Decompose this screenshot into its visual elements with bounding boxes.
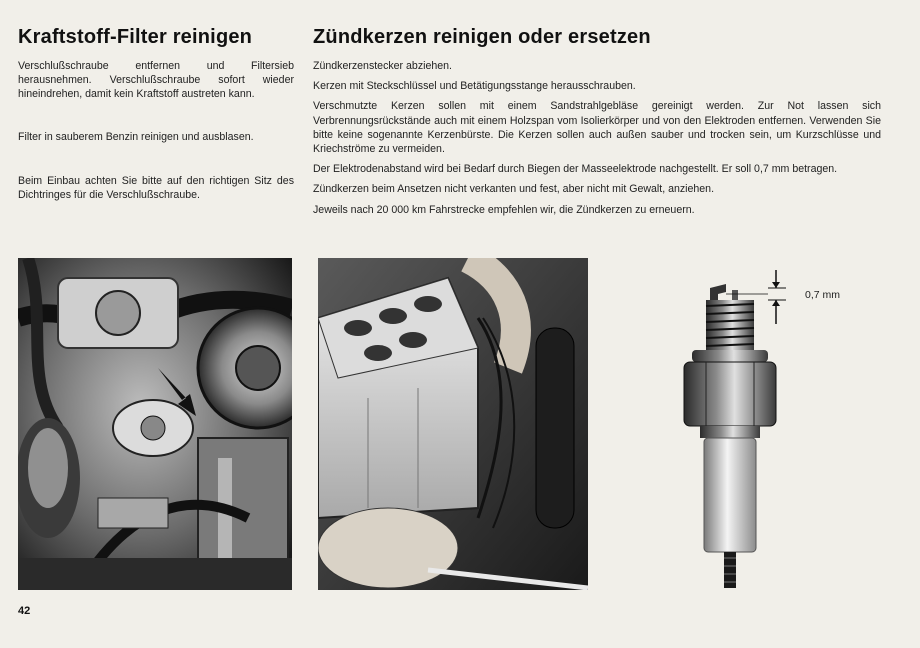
engine-fuel-filter-photo bbox=[18, 258, 292, 590]
spark-plug-step-1: Zündkerzenstecker abziehen. bbox=[313, 60, 452, 72]
spark-plug-removal-photo bbox=[318, 258, 588, 590]
spark-plug-diagram bbox=[640, 262, 892, 590]
fuel-filter-step-2: Filter in sauberem Benzin reinigen und ausblasen. bbox=[18, 130, 254, 143]
spark-plug-section bbox=[313, 26, 881, 223]
spark-plug-step-4: Der Elektrodenabstand wird bei Bedarf durch Biegen der Masseelektrode nachgestellt. Er soll 0,7 mm betragen. bbox=[313, 163, 838, 176]
spark-plug-step-3: Verschmutzte Kerzen sollen mit einem Sandstrahlgebläse gereinigt werden. Zur Not lassen sich Verbrennungsrückstände auch mit einem Holzspan vom Isolierkörper und von den Elektroden entfernen. Verwenden Sie bitte keine sogenannte Kerzenbürste. Die Kerzen sollen auch außen sauber und trocken sein, um Kurzschlüsse und Kriechströme zu vermeiden. bbox=[313, 100, 881, 156]
page-number: 42 bbox=[18, 605, 31, 617]
spark-plug-step-2: Kerzen mit Steckschlüssel und Betätigungsstange herausschrauben. bbox=[313, 80, 636, 93]
spark-plug-title: Zündkerzen reinigen oder ersetzen bbox=[313, 26, 651, 48]
fuel-filter-title: Kraftstoff-Filter reinigen bbox=[18, 26, 253, 48]
spark-plug-step-6: Jeweils nach 20 000 km Fahrstrecke empfehlen wir, die Zündkerzen zu erneuern. bbox=[313, 203, 695, 216]
spark-plug-step-5: Zündkerzen beim Ansetzen nicht verkanten und fest, aber nicht mit Gewalt, anziehen. bbox=[313, 183, 715, 196]
fuel-filter-step-3: Beim Einbau achten Sie bitte auf den richtigen Sitz des Dichtringes für die Verschlußschraube. bbox=[18, 174, 294, 202]
fuel-filter-step-1: Verschlußschraube entfernen und Filtersieb herausnehmen. Verschlußschraube sofort wieder hineindrehen, damit kein Kraftstoff austreten kann. bbox=[18, 60, 294, 101]
fuel-filter-section bbox=[18, 26, 294, 202]
electrode-gap-label: 0,7 mm bbox=[805, 289, 841, 301]
